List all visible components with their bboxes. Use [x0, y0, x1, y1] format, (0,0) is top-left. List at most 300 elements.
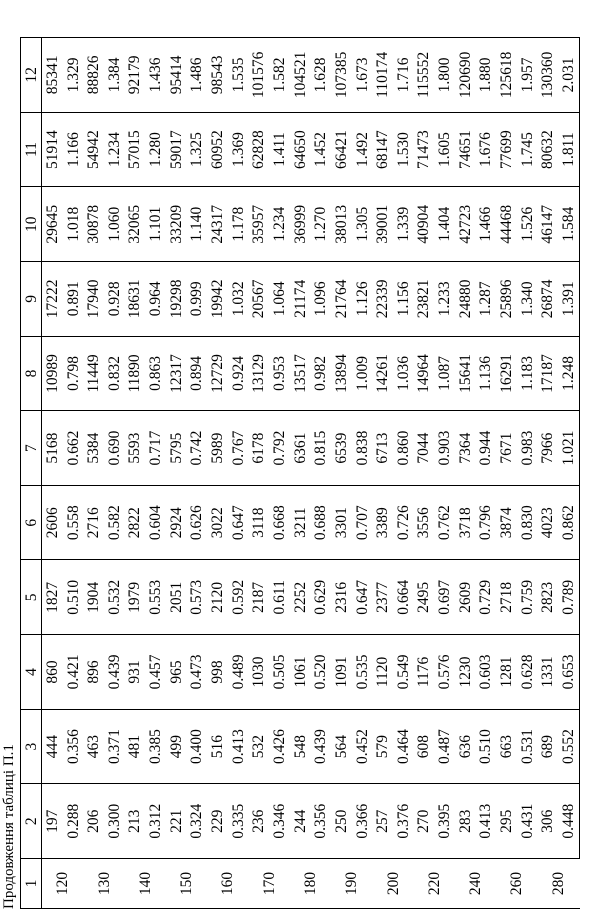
- count-cell: 6713: [372, 411, 393, 486]
- count-cell: 66421: [331, 112, 352, 187]
- count-cell: 51914: [42, 112, 63, 187]
- count-cell: 59017: [166, 112, 187, 187]
- ratio-cell: 0.535: [352, 635, 373, 710]
- ratio-cell: 0.903: [434, 411, 455, 486]
- ratio-cell: 0.464: [393, 709, 414, 784]
- count-cell: 3874: [496, 485, 517, 560]
- ratio-cell: 0.832: [104, 336, 125, 411]
- count-cell: 931: [125, 635, 146, 710]
- count-cell: 24317: [207, 187, 228, 262]
- count-cell: 2609: [455, 560, 476, 635]
- ratio-cell: 1.716: [393, 38, 414, 113]
- table-caption: Продовження таблиці П.1: [1, 744, 17, 909]
- ratio-cell: 0.395: [434, 784, 455, 859]
- count-cell: 257: [372, 784, 393, 859]
- ratio-cell: 0.647: [352, 560, 373, 635]
- ratio-cell: 0.944: [476, 411, 497, 486]
- ratio-cell: 0.792: [269, 411, 290, 486]
- row-key-cell: 120: [42, 859, 84, 909]
- column-header: 9: [21, 262, 42, 337]
- ratio-cell: 0.448: [558, 784, 579, 859]
- count-cell: 2924: [166, 485, 187, 560]
- table-row-ratio: [434, 38, 455, 909]
- ratio-cell: 0.664: [393, 560, 414, 635]
- row-key-cell: 150: [166, 859, 207, 909]
- ratio-cell: 0.964: [145, 262, 166, 337]
- ratio-cell: 0.894: [187, 336, 208, 411]
- ratio-cell: 0.707: [352, 485, 373, 560]
- ratio-cell: 0.376: [393, 784, 414, 859]
- ratio-cell: 0.510: [476, 709, 497, 784]
- ratio-cell: 1.166: [63, 112, 84, 187]
- table-row-ratio: [63, 38, 84, 909]
- count-cell: 3301: [331, 485, 352, 560]
- ratio-cell: 0.371: [104, 709, 125, 784]
- ratio-cell: 0.300: [104, 784, 125, 859]
- ratio-cell: 0.532: [104, 560, 125, 635]
- ratio-cell: 1.452: [310, 112, 331, 187]
- data-table: [20, 37, 580, 909]
- count-cell: 46147: [537, 187, 558, 262]
- ratio-cell: 0.573: [187, 560, 208, 635]
- count-cell: 57015: [125, 112, 146, 187]
- table-row: [290, 38, 311, 909]
- ratio-cell: 0.717: [145, 411, 166, 486]
- ratio-cell: 1.183: [517, 336, 538, 411]
- ratio-cell: 1.009: [352, 336, 373, 411]
- ratio-cell: 1.404: [434, 187, 455, 262]
- ratio-cell: 0.798: [63, 336, 84, 411]
- ratio-cell: 0.647: [228, 485, 249, 560]
- ratio-cell: 0.520: [310, 635, 331, 710]
- count-cell: 6539: [331, 411, 352, 486]
- count-cell: 18631: [125, 262, 146, 337]
- count-cell: 5384: [83, 411, 104, 486]
- ratio-cell: 0.366: [352, 784, 373, 859]
- ratio-cell: 0.510: [63, 560, 84, 635]
- count-cell: 80632: [537, 112, 558, 187]
- table-row: [125, 38, 146, 909]
- ratio-cell: 0.312: [145, 784, 166, 859]
- count-cell: 62828: [249, 112, 270, 187]
- row-key-cell: 160: [207, 859, 248, 909]
- column-header: 2: [21, 784, 42, 859]
- ratio-cell: 1.126: [352, 262, 373, 337]
- count-cell: 17222: [42, 262, 63, 337]
- ratio-cell: 0.576: [434, 635, 455, 710]
- ratio-cell: 0.549: [393, 635, 414, 710]
- column-header: 12: [21, 38, 42, 113]
- count-cell: 12317: [166, 336, 187, 411]
- count-cell: 7671: [496, 411, 517, 486]
- count-cell: 6361: [290, 411, 311, 486]
- count-cell: 3389: [372, 485, 393, 560]
- ratio-cell: 0.742: [187, 411, 208, 486]
- count-cell: 88826: [83, 38, 104, 113]
- ratio-cell: 1.584: [558, 187, 579, 262]
- ratio-cell: 0.356: [310, 784, 331, 859]
- count-cell: 250: [331, 784, 352, 859]
- count-cell: 1030: [249, 635, 270, 710]
- ratio-cell: 1.060: [104, 187, 125, 262]
- column-header: 8: [21, 336, 42, 411]
- ratio-cell: 1.745: [517, 112, 538, 187]
- count-cell: 110174: [372, 38, 393, 113]
- ratio-cell: 1.880: [476, 38, 497, 113]
- ratio-cell: 1.436: [145, 38, 166, 113]
- ratio-cell: 0.413: [228, 709, 249, 784]
- count-cell: 29645: [42, 187, 63, 262]
- count-cell: 23821: [414, 262, 435, 337]
- ratio-cell: 1.811: [558, 112, 579, 187]
- count-cell: 107385: [331, 38, 352, 113]
- column-header: 10: [21, 187, 42, 262]
- count-cell: 17940: [83, 262, 104, 337]
- count-cell: 98543: [207, 38, 228, 113]
- count-cell: 3118: [249, 485, 270, 560]
- ratio-cell: 1.800: [434, 38, 455, 113]
- count-cell: 221: [166, 784, 187, 859]
- count-cell: 30878: [83, 187, 104, 262]
- ratio-cell: 0.628: [517, 635, 538, 710]
- count-cell: 689: [537, 709, 558, 784]
- ratio-cell: 1.064: [269, 262, 290, 337]
- column-header: 5: [21, 560, 42, 635]
- count-cell: 206: [83, 784, 104, 859]
- ratio-cell: 0.582: [104, 485, 125, 560]
- count-cell: 71473: [414, 112, 435, 187]
- count-cell: 5989: [207, 411, 228, 486]
- count-cell: 68147: [372, 112, 393, 187]
- count-cell: 636: [455, 709, 476, 784]
- ratio-cell: 0.505: [269, 635, 290, 710]
- ratio-cell: 1.339: [393, 187, 414, 262]
- count-cell: 2716: [83, 485, 104, 560]
- ratio-cell: 1.340: [517, 262, 538, 337]
- column-header: 7: [21, 411, 42, 486]
- count-cell: 26874: [537, 262, 558, 337]
- ratio-cell: 1.466: [476, 187, 497, 262]
- ratio-cell: 0.999: [187, 262, 208, 337]
- ratio-cell: 1.178: [228, 187, 249, 262]
- table-row-ratio: [145, 38, 166, 909]
- column-header: 1: [21, 859, 42, 909]
- count-cell: 463: [83, 709, 104, 784]
- ratio-cell: 0.924: [228, 336, 249, 411]
- ratio-cell: 1.087: [434, 336, 455, 411]
- ratio-cell: 0.421: [63, 635, 84, 710]
- ratio-cell: 0.356: [63, 709, 84, 784]
- count-cell: 85341: [42, 38, 63, 113]
- count-cell: 579: [372, 709, 393, 784]
- count-cell: 11449: [83, 336, 104, 411]
- ratio-cell: 0.697: [434, 560, 455, 635]
- count-cell: 2377: [372, 560, 393, 635]
- ratio-cell: 0.603: [476, 635, 497, 710]
- ratio-cell: 1.305: [352, 187, 373, 262]
- ratio-cell: 0.762: [434, 485, 455, 560]
- ratio-cell: 0.413: [476, 784, 497, 859]
- ratio-cell: 1.582: [269, 38, 290, 113]
- ratio-cell: 0.439: [104, 635, 125, 710]
- ratio-cell: 1.018: [63, 187, 84, 262]
- table-row: [249, 38, 270, 909]
- ratio-cell: 1.270: [310, 187, 331, 262]
- table-row: [42, 38, 63, 909]
- ratio-cell: 0.629: [310, 560, 331, 635]
- count-cell: 35957: [249, 187, 270, 262]
- ratio-cell: 0.928: [104, 262, 125, 337]
- count-cell: 236: [249, 784, 270, 859]
- count-cell: 2823: [537, 560, 558, 635]
- ratio-cell: 0.668: [269, 485, 290, 560]
- column-header: 4: [21, 635, 42, 710]
- count-cell: 1120: [372, 635, 393, 710]
- count-cell: 7966: [537, 411, 558, 486]
- table-row: [496, 38, 517, 909]
- count-cell: 39001: [372, 187, 393, 262]
- table-row: [207, 38, 228, 909]
- count-cell: 7364: [455, 411, 476, 486]
- count-cell: 229: [207, 784, 228, 859]
- count-cell: 481: [125, 709, 146, 784]
- table-body: [42, 38, 580, 909]
- ratio-cell: 1.280: [145, 112, 166, 187]
- table-row-ratio: [393, 38, 414, 909]
- ratio-cell: 1.676: [476, 112, 497, 187]
- count-cell: 24880: [455, 262, 476, 337]
- count-cell: 64650: [290, 112, 311, 187]
- ratio-cell: 0.729: [476, 560, 497, 635]
- count-cell: 44468: [496, 187, 517, 262]
- count-cell: 16291: [496, 336, 517, 411]
- count-cell: 1979: [125, 560, 146, 635]
- count-cell: 33209: [166, 187, 187, 262]
- count-cell: 25896: [496, 262, 517, 337]
- count-cell: 5795: [166, 411, 187, 486]
- ratio-cell: 1.287: [476, 262, 497, 337]
- count-cell: 36999: [290, 187, 311, 262]
- count-cell: 516: [207, 709, 228, 784]
- ratio-cell: 0.439: [310, 709, 331, 784]
- count-cell: 14964: [414, 336, 435, 411]
- table-row-ratio: [104, 38, 125, 909]
- row-key-cell: 240: [455, 859, 496, 909]
- count-cell: 295: [496, 784, 517, 859]
- count-cell: 2606: [42, 485, 63, 560]
- ratio-cell: 0.862: [558, 485, 579, 560]
- count-cell: 19298: [166, 262, 187, 337]
- ratio-cell: 0.531: [517, 709, 538, 784]
- table-row-ratio: [476, 38, 497, 909]
- ratio-cell: 0.789: [558, 560, 579, 635]
- count-cell: 2187: [249, 560, 270, 635]
- ratio-cell: 0.662: [63, 411, 84, 486]
- count-cell: 1176: [414, 635, 435, 710]
- ratio-cell: 1.233: [434, 262, 455, 337]
- ratio-cell: 0.592: [228, 560, 249, 635]
- count-cell: 608: [414, 709, 435, 784]
- ratio-cell: 1.156: [393, 262, 414, 337]
- ratio-cell: 0.838: [352, 411, 373, 486]
- ratio-cell: 0.431: [517, 784, 538, 859]
- count-cell: 2051: [166, 560, 187, 635]
- ratio-cell: 1.234: [104, 112, 125, 187]
- ratio-cell: 0.796: [476, 485, 497, 560]
- table-row-ratio: [310, 38, 331, 909]
- ratio-cell: 0.611: [269, 560, 290, 635]
- count-cell: 60952: [207, 112, 228, 187]
- count-cell: 17187: [537, 336, 558, 411]
- count-cell: 92179: [125, 38, 146, 113]
- ratio-cell: 1.411: [269, 112, 290, 187]
- count-cell: 14261: [372, 336, 393, 411]
- ratio-cell: 0.891: [63, 262, 84, 337]
- table-row: [537, 38, 558, 909]
- count-cell: 12729: [207, 336, 228, 411]
- count-cell: 896: [83, 635, 104, 710]
- ratio-cell: 0.815: [310, 411, 331, 486]
- row-key-cell: 130: [83, 859, 124, 909]
- row-key-cell: 280: [537, 859, 579, 909]
- count-cell: 306: [537, 784, 558, 859]
- count-cell: 32065: [125, 187, 146, 262]
- ratio-cell: 1.329: [63, 38, 84, 113]
- count-cell: 2495: [414, 560, 435, 635]
- ratio-cell: 0.552: [558, 709, 579, 784]
- count-cell: 130360: [537, 38, 558, 113]
- ratio-cell: 0.558: [63, 485, 84, 560]
- ratio-cell: 0.860: [393, 411, 414, 486]
- count-cell: 125618: [496, 38, 517, 113]
- count-cell: 2316: [331, 560, 352, 635]
- ratio-cell: 0.983: [517, 411, 538, 486]
- count-cell: 3211: [290, 485, 311, 560]
- table-row-ratio: [269, 38, 290, 909]
- count-cell: 2822: [125, 485, 146, 560]
- count-cell: 548: [290, 709, 311, 784]
- count-cell: 2718: [496, 560, 517, 635]
- count-cell: 115552: [414, 38, 435, 113]
- ratio-cell: 1.032: [228, 262, 249, 337]
- ratio-cell: 1.369: [228, 112, 249, 187]
- ratio-cell: 0.653: [558, 635, 579, 710]
- ratio-cell: 0.767: [228, 411, 249, 486]
- count-cell: 38013: [331, 187, 352, 262]
- ratio-cell: 0.457: [145, 635, 166, 710]
- count-cell: 21174: [290, 262, 311, 337]
- count-cell: 2252: [290, 560, 311, 635]
- count-cell: 40904: [414, 187, 435, 262]
- count-cell: 4023: [537, 485, 558, 560]
- header-row: [21, 38, 42, 909]
- ratio-cell: 1.136: [476, 336, 497, 411]
- count-cell: 283: [455, 784, 476, 859]
- count-cell: 5168: [42, 411, 63, 486]
- count-cell: 11890: [125, 336, 146, 411]
- ratio-cell: 0.426: [269, 709, 290, 784]
- count-cell: 663: [496, 709, 517, 784]
- ratio-cell: 1.036: [393, 336, 414, 411]
- count-cell: 77699: [496, 112, 517, 187]
- ratio-cell: 0.452: [352, 709, 373, 784]
- count-cell: 532: [249, 709, 270, 784]
- ratio-cell: 1.101: [145, 187, 166, 262]
- ratio-cell: 1.234: [269, 187, 290, 262]
- count-cell: 74651: [455, 112, 476, 187]
- count-cell: 3556: [414, 485, 435, 560]
- ratio-cell: 0.288: [63, 784, 84, 859]
- count-cell: 1230: [455, 635, 476, 710]
- ratio-cell: 0.982: [310, 336, 331, 411]
- table-row: [166, 38, 187, 909]
- count-cell: 104521: [290, 38, 311, 113]
- count-cell: 13129: [249, 336, 270, 411]
- count-cell: 21764: [331, 262, 352, 337]
- table-row: [455, 38, 476, 909]
- table-row-ratio: [187, 38, 208, 909]
- table-row-ratio: [352, 38, 373, 909]
- row-key-cell: 180: [290, 859, 331, 909]
- ratio-cell: 1.673: [352, 38, 373, 113]
- table-row: [83, 38, 104, 909]
- ratio-cell: 0.759: [517, 560, 538, 635]
- count-cell: 444: [42, 709, 63, 784]
- count-cell: 1061: [290, 635, 311, 710]
- table-row: [414, 38, 435, 909]
- table-row-ratio: [228, 38, 249, 909]
- row-key-cell: 200: [372, 859, 413, 909]
- count-cell: 564: [331, 709, 352, 784]
- ratio-cell: 1.325: [187, 112, 208, 187]
- ratio-cell: 0.604: [145, 485, 166, 560]
- table-row: [372, 38, 393, 909]
- ratio-cell: 0.385: [145, 709, 166, 784]
- count-cell: 244: [290, 784, 311, 859]
- ratio-cell: 1.957: [517, 38, 538, 113]
- ratio-cell: 1.486: [187, 38, 208, 113]
- ratio-cell: 1.628: [310, 38, 331, 113]
- count-cell: 998: [207, 635, 228, 710]
- column-header: 11: [21, 112, 42, 187]
- count-cell: 965: [166, 635, 187, 710]
- ratio-cell: 1.021: [558, 411, 579, 486]
- count-cell: 1827: [42, 560, 63, 635]
- table-row-ratio: [558, 38, 579, 909]
- ratio-cell: 0.690: [104, 411, 125, 486]
- count-cell: 5593: [125, 411, 146, 486]
- row-key-cell: 140: [125, 859, 166, 909]
- count-cell: 1331: [537, 635, 558, 710]
- count-cell: 101576: [249, 38, 270, 113]
- column-header: 6: [21, 485, 42, 560]
- ratio-cell: 0.489: [228, 635, 249, 710]
- count-cell: 20567: [249, 262, 270, 337]
- ratio-cell: 0.346: [269, 784, 290, 859]
- ratio-cell: 0.473: [187, 635, 208, 710]
- table-row-ratio: [517, 38, 538, 909]
- ratio-cell: 0.953: [269, 336, 290, 411]
- count-cell: 120690: [455, 38, 476, 113]
- ratio-cell: 1.384: [104, 38, 125, 113]
- row-key-cell: 260: [496, 859, 537, 909]
- count-cell: 499: [166, 709, 187, 784]
- count-cell: 197: [42, 784, 63, 859]
- ratio-cell: 0.626: [187, 485, 208, 560]
- count-cell: 42723: [455, 187, 476, 262]
- ratio-cell: 1.605: [434, 112, 455, 187]
- count-cell: 270: [414, 784, 435, 859]
